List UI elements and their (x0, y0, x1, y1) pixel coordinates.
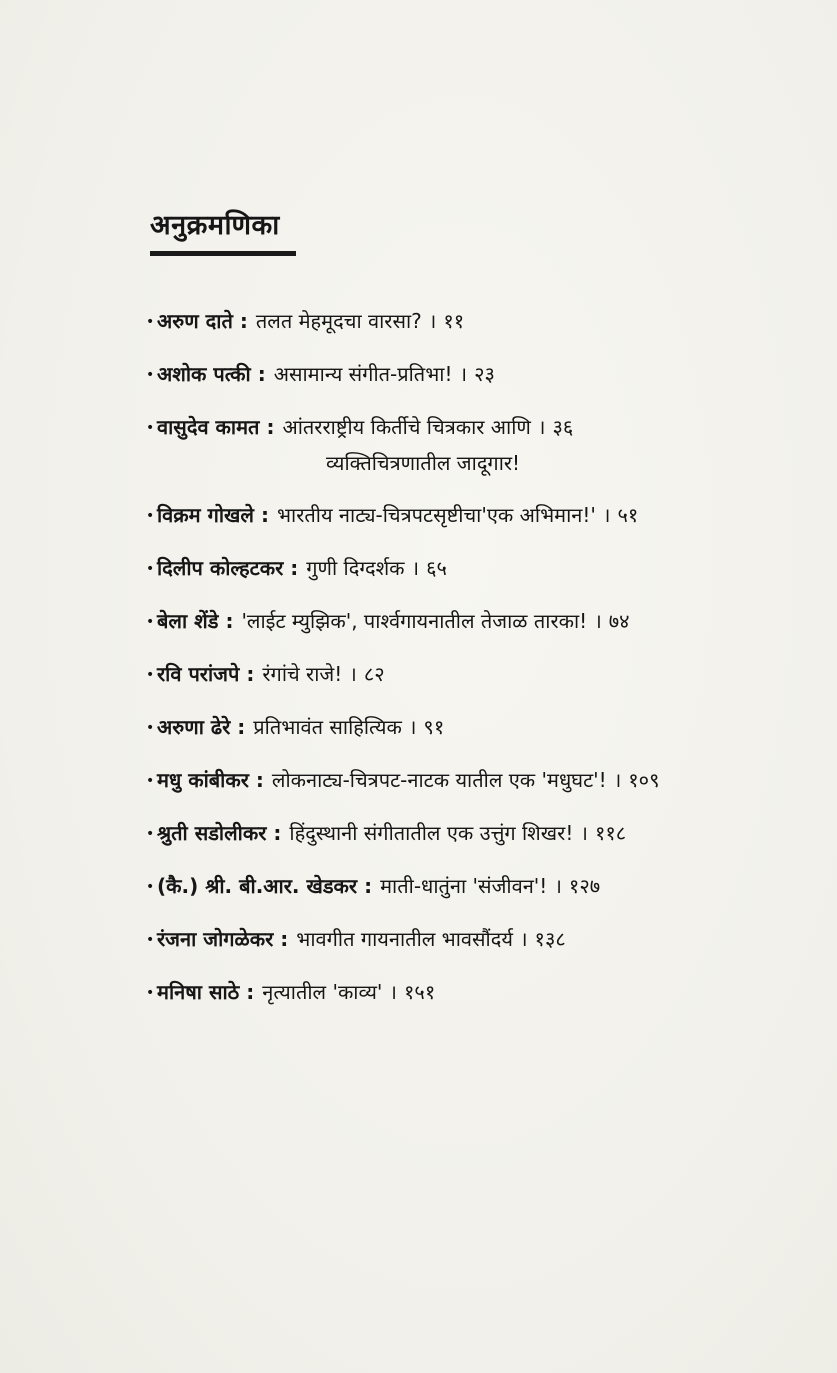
entry-pipe: । (389, 980, 398, 1004)
entry-name: अरुणा ढेरे (157, 715, 231, 739)
entry-name: विक्रम गोखले (157, 503, 254, 527)
heading-underline (150, 251, 296, 256)
toc-entry (146, 661, 806, 714)
toc-entry (146, 820, 806, 873)
toc-entry (146, 608, 806, 661)
entry-title: लोकनाट्य-चित्रपट-नाटक यातील एक 'मधुघट'! (271, 768, 607, 792)
entry-separator: : (255, 768, 264, 792)
entry-pipe: । (594, 609, 602, 633)
entry-name: अशोक पत्की (157, 362, 251, 386)
entry-pipe: । (428, 309, 437, 333)
entry-page: १२७ (568, 874, 601, 898)
entry-page: ६५ (426, 556, 447, 580)
entry-title: हिंदुस्थानी संगीतातील एक उत्तुंग शिखर! (289, 821, 574, 845)
bullet-dot: • (146, 826, 155, 842)
entry-title: रंगांचे राजे! (262, 662, 343, 686)
entry-title: नृत्यातील 'काव्य' (262, 980, 383, 1004)
entry-title: भावगीत गायनातील भावसौंदर्य (296, 927, 513, 951)
entry-name: बेला शेंडे (157, 609, 219, 633)
bullet-dot: • (146, 667, 155, 683)
entry-separator: : (246, 662, 255, 686)
entry-name: श्रुती सडोलीकर (157, 821, 267, 845)
toc-entry (146, 361, 806, 414)
entry-pipe: । (459, 362, 468, 386)
entry-page: ५१ (617, 503, 639, 527)
entry-page: ३६ (552, 415, 574, 439)
entry-name: मधु कांबीकर (157, 768, 249, 792)
entry-name: अरुण दाते (157, 309, 233, 333)
entry-separator: : (266, 415, 275, 439)
toc-entry (146, 873, 806, 926)
entry-title: 'लाईट म्युझिक', पार्श्वगायनातील तेजाळ तारका! (241, 609, 588, 633)
bullet-dot: • (146, 879, 155, 895)
entry-name: रवि परांजपे (157, 662, 240, 686)
entry-pipe: । (349, 662, 357, 686)
entry-name: दिलीप कोल्हटकर (157, 556, 284, 580)
entry-title: प्रतिभावंत साहित्यिक (253, 715, 402, 739)
entry-title: भारतीय नाट्य-चित्रपटसृष्टीचा'एक अभिमान!' (276, 503, 596, 527)
entry-title: गुणी दिग्दर्शक (306, 556, 405, 580)
entry-name: वासुदेव कामत (157, 415, 260, 439)
bullet-dot: • (146, 561, 155, 577)
entry-page: ११ (443, 309, 465, 333)
table-of-contents (146, 308, 806, 1032)
entry-name: (कै.) श्री. बी.आर. खेडकर (157, 874, 358, 898)
entry-page: १५१ (404, 980, 436, 1004)
bullet-dot: • (146, 720, 155, 736)
entry-separator: : (364, 874, 373, 898)
bullet-dot: • (146, 367, 155, 383)
toc-entry (146, 767, 806, 820)
toc-entry (146, 714, 806, 767)
entry-separator: : (225, 609, 234, 633)
bullet-dot: • (146, 985, 155, 1001)
entry-pipe: । (537, 415, 546, 439)
entry-title: तलत मेहमूदचा वारसा? (255, 309, 422, 333)
toc-entry (146, 926, 806, 979)
entry-separator: : (260, 503, 269, 527)
bullet-dot: • (146, 932, 155, 948)
entry-pipe: । (580, 821, 588, 845)
bullet-dot: • (146, 773, 155, 789)
entry-title: माती-धातुंना 'संजीवन'! (380, 874, 548, 898)
toc-entry (146, 308, 806, 361)
entry-pipe: । (554, 874, 562, 898)
entry-separator: : (280, 927, 289, 951)
entry-page: १३८ (534, 927, 566, 951)
entry-separator: : (273, 821, 282, 845)
toc-entry (146, 414, 806, 502)
entry-page: २३ (474, 362, 495, 386)
toc-entry (146, 555, 806, 608)
toc-entry (146, 979, 806, 1032)
bullet-dot: • (146, 614, 155, 630)
entry-separator: : (237, 715, 246, 739)
entry-name: रंजना जोगळेकर (157, 927, 274, 951)
toc-entry (146, 502, 806, 555)
entry-page: ८२ (363, 662, 385, 686)
entry-pipe: । (411, 556, 420, 580)
entry-separator: : (290, 556, 299, 580)
entry-separator: : (239, 309, 248, 333)
entry-title: असामान्य संगीत-प्रतिभा! (273, 362, 453, 386)
bullet-dot: • (146, 420, 155, 436)
bullet-dot: • (146, 508, 155, 524)
entry-separator: : (257, 362, 266, 386)
entry-page: ७४ (608, 609, 630, 633)
entry-pipe: । (613, 768, 622, 792)
entry-page: ९१ (423, 715, 445, 739)
entry-separator: : (246, 980, 255, 1004)
entry-name: मनिषा साठे (157, 980, 240, 1004)
entry-page: ११८ (594, 821, 627, 845)
entry-title-continuation: व्यक्तिचित्रणातील जादूगार! (326, 451, 521, 475)
entry-page: १०९ (628, 768, 660, 792)
entry-title: आंतरराष्ट्रीय किर्तीचे चित्रकार आणि (282, 415, 531, 439)
entry-pipe: । (602, 503, 611, 527)
contents-heading: अनुक्रमणिका (150, 210, 280, 241)
entry-pipe: । (519, 927, 528, 951)
entry-pipe: । (408, 715, 417, 739)
bullet-dot: • (146, 314, 155, 330)
